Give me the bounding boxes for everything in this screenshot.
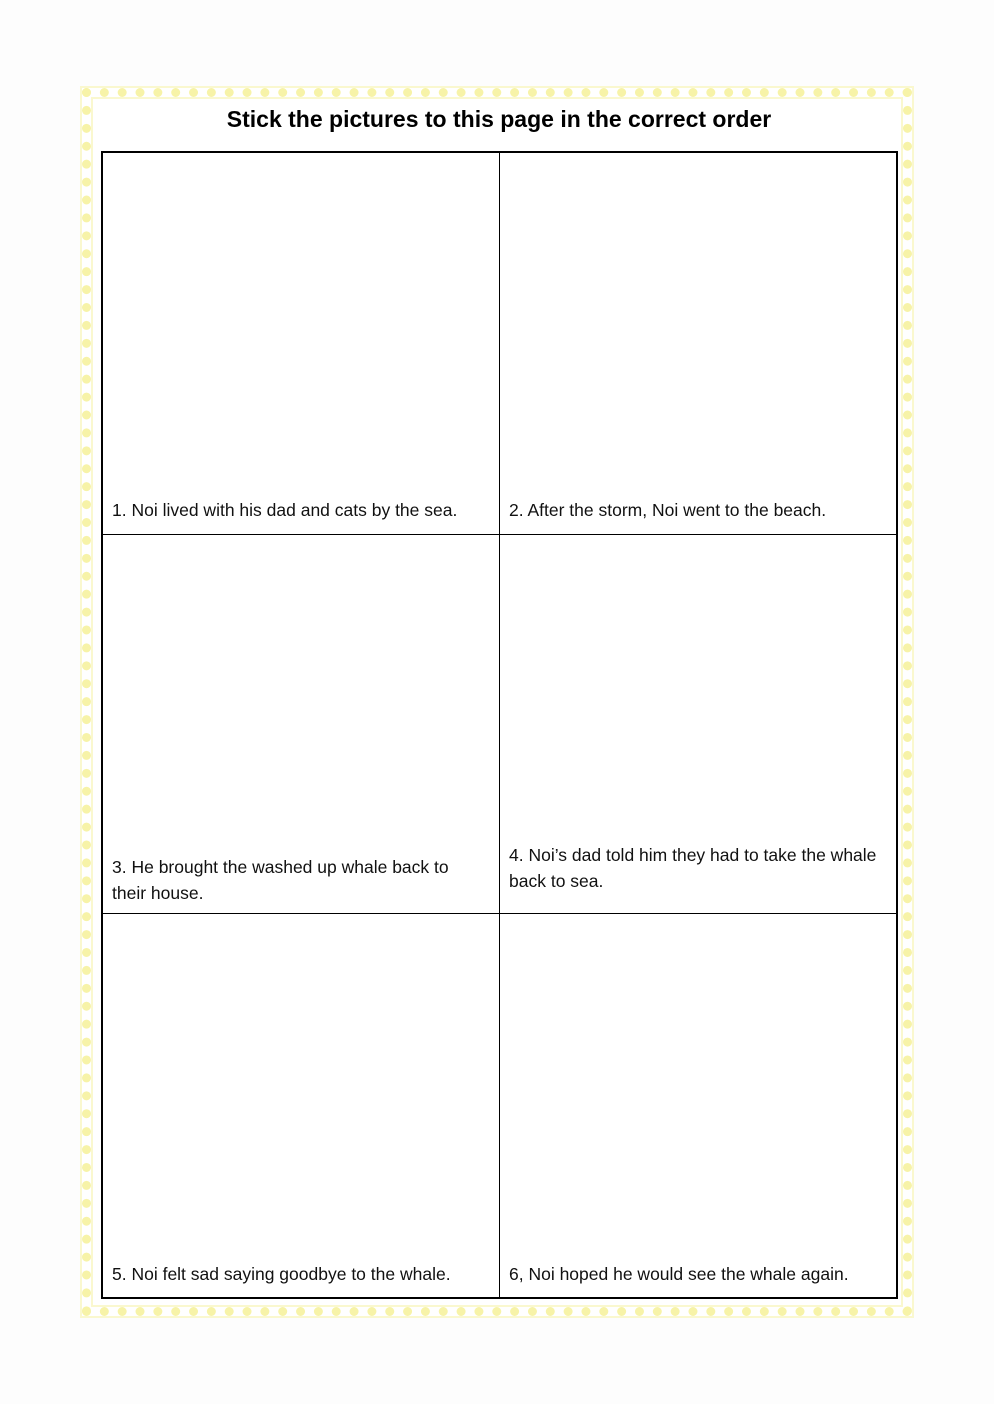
story-caption: 2. After the storm, Noi went to the beach. <box>509 500 827 520</box>
story-cell-5 <box>103 914 500 1297</box>
story-cell-3 <box>103 535 500 914</box>
story-caption: 1. Noi lived with his dad and cats by the sea. <box>112 500 458 520</box>
worksheet-title: Stick the pictures to this page in the correct order <box>226 106 772 132</box>
picture-drop-area[interactable] <box>103 535 499 865</box>
picture-drop-area[interactable] <box>500 535 896 865</box>
story-cell-4 <box>500 535 896 914</box>
picture-sequence-grid <box>101 151 898 1299</box>
story-caption: 3. He brought the washed up whale back to their house. <box>112 857 449 903</box>
story-cell-1 <box>103 153 500 535</box>
story-caption: 5. Noi felt sad saying goodbye to the whale. <box>112 1264 451 1284</box>
story-cell-6 <box>500 914 896 1297</box>
picture-drop-area[interactable] <box>500 153 896 486</box>
picture-drop-area[interactable] <box>500 914 896 1249</box>
story-caption: 4. Noi’s dad told him they had to take the whale back to sea. <box>509 845 877 891</box>
story-cell-2 <box>500 153 896 535</box>
picture-drop-area[interactable] <box>103 153 499 486</box>
story-caption: 6, Noi hoped he would see the whale again. <box>509 1264 849 1284</box>
picture-drop-area[interactable] <box>103 914 499 1249</box>
